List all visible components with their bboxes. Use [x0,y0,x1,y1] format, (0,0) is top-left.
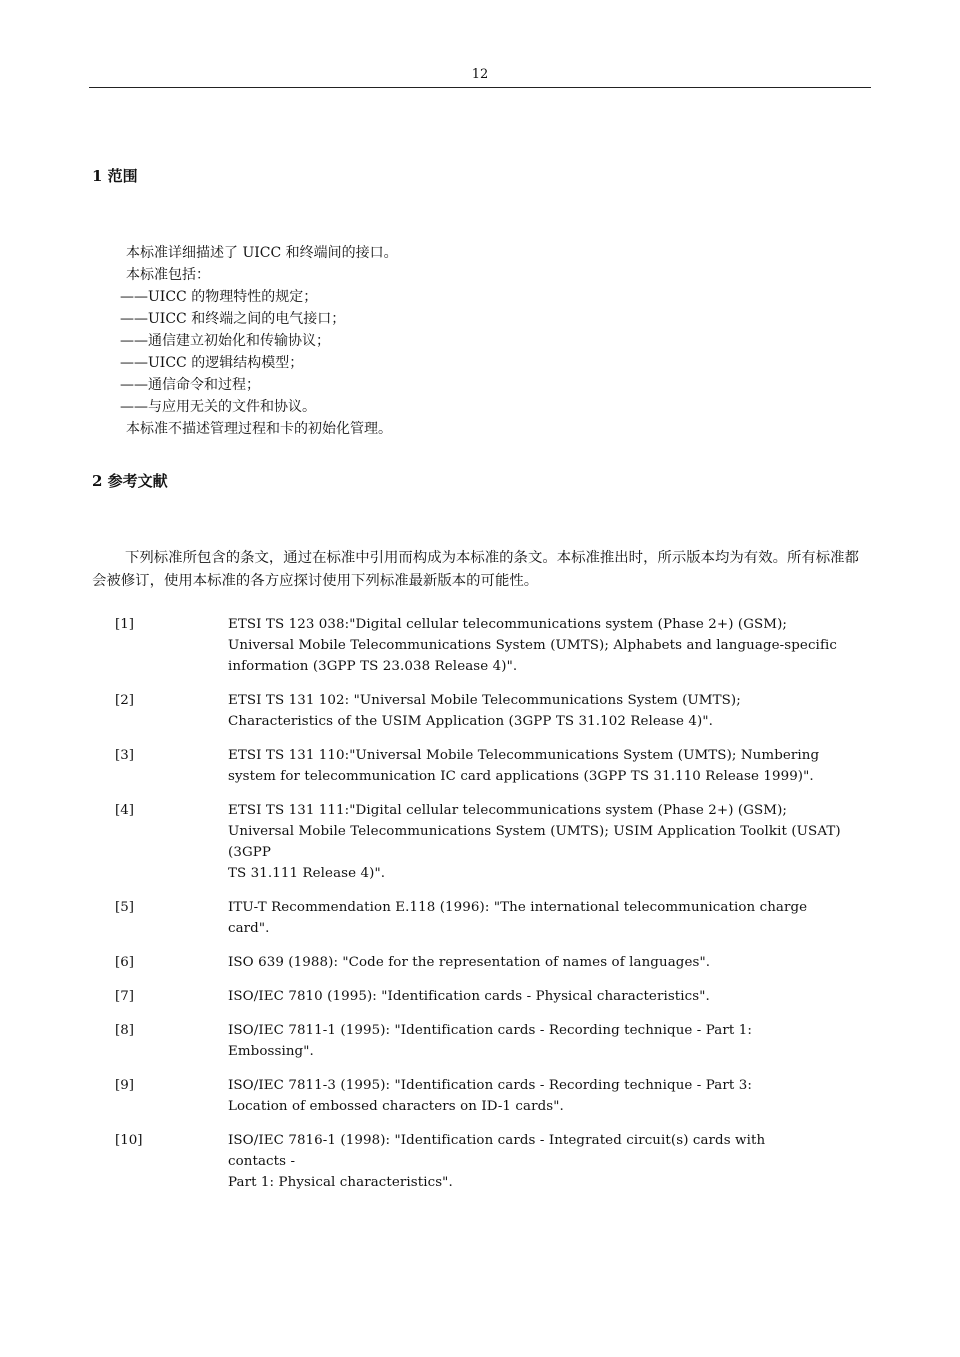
reference-line: ETSI TS 131 111:"Digital cellular telecommunications system (Phase 2+) (GSM); [228,803,788,818]
reference-line: contacts - [228,1154,296,1169]
reference-item [0,1075,960,1117]
scope-line: 本标准详细描述了 UICC 和终端间的接口。 [126,245,398,261]
scope-list-item: ——通信建立初始化和传输协议； [120,333,330,349]
reference-line: Embossing". [228,1044,314,1059]
page-number: 12 [471,67,489,82]
scope-block [120,242,860,440]
reference-number: [4] [115,803,134,818]
reference-item [0,690,960,732]
reference-item [0,952,960,973]
scope-list-item: ——通信命令和过程； [120,377,260,393]
reference-line: TS 31.111 Release 4)". [228,866,386,881]
reference-line: system for telecommunication IC card applications (3GPP TS 31.110 Release 1999)". [228,769,814,784]
reference-number: [10] [115,1133,143,1148]
reference-item [0,800,960,884]
reference-line: Universal Mobile Telecommunications System (UMTS); USIM Application Toolkit (USAT) [228,824,841,839]
reference-line: Universal Mobile Telecommunications System (UMTS); Alphabets and language-specific [228,638,837,653]
references-intro: 下列标准所包含的条文，通过在标准中引用而构成为本标准的条文。本标准推出时，所示版本均为有效。所有标准都会被修订，使用本标准的各方应探讨使用下列标准最新版本的可能性。 [92,550,859,589]
reference-text [228,897,870,939]
reference-number: [3] [115,748,134,763]
section-heading-scope: 1 范围 [92,167,138,185]
reference-line: Part 1: Physical characteristics". [228,1175,453,1190]
reference-line: ISO/IEC 7811-1 (1995): "Identification cards - Recording technique - Part 1: [228,1023,752,1038]
reference-item [0,986,960,1007]
reference-number: [2] [115,693,134,708]
scope-line: 本标准包括： [126,267,210,283]
reference-number: [5] [115,900,134,915]
reference-line: (3GPP [228,845,271,860]
reference-number: [1] [115,617,134,632]
reference-list [0,614,960,1206]
reference-number: [9] [115,1078,134,1093]
scope-list-item: ——与应用无关的文件和协议。 [120,399,316,415]
reference-line: ETSI TS 123 038:"Digital cellular telecommunications system (Phase 2+) (GSM); [228,617,788,632]
reference-item [0,745,960,787]
reference-line: ETSI TS 131 102: "Universal Mobile Telecommunications System (UMTS); [228,693,741,708]
reference-item [0,897,960,939]
reference-number: [8] [115,1023,134,1038]
reference-line: ISO 639 (1988): "Code for the representation of names of languages". [228,955,711,970]
reference-item [0,1020,960,1062]
scope-list-item: ——UICC 的物理特性的规定； [120,289,318,305]
reference-line: ETSI TS 131 110:"Universal Mobile Telecommunications System (UMTS); Numbering [228,748,820,763]
reference-item [0,614,960,677]
scope-list-item: ——UICC 的逻辑结构模型； [120,355,304,371]
reference-line: ISO/IEC 7816-1 (1998): "Identification cards - Integrated circuit(s) cards with [228,1133,766,1148]
reference-text [228,800,870,884]
reference-text [228,1130,870,1193]
reference-line: ITU-T Recommendation E.118 (1996): "The international telecommunication charge [228,900,808,915]
reference-item [0,1130,960,1193]
reference-line: card". [228,921,270,936]
scope-line: 本标准不描述管理过程和卡的初始化管理。 [126,421,392,437]
reference-line: ISO/IEC 7810 (1995): "Identification cards - Physical characteristics". [228,989,710,1004]
reference-text [228,614,870,677]
reference-line: Characteristics of the USIM Application (3GPP TS 31.102 Release 4)". [228,714,713,729]
reference-text [228,952,870,973]
reference-text [228,690,870,732]
reference-line: information (3GPP TS 23.038 Release 4)". [228,659,518,674]
section-heading-references: 2 参考文献 [92,472,168,490]
reference-text [228,986,870,1007]
reference-text [228,1075,870,1117]
reference-text [228,745,870,787]
reference-number: [7] [115,989,134,1004]
scope-list-item: ——UICC 和终端之间的电气接口； [120,311,346,327]
reference-line: Location of embossed characters on ID-1 cards". [228,1099,564,1114]
reference-line: ISO/IEC 7811-3 (1995): "Identification cards - Recording technique - Part 3: [228,1078,752,1093]
reference-text [228,1020,870,1062]
header-rule [89,87,871,88]
reference-number: [6] [115,955,134,970]
